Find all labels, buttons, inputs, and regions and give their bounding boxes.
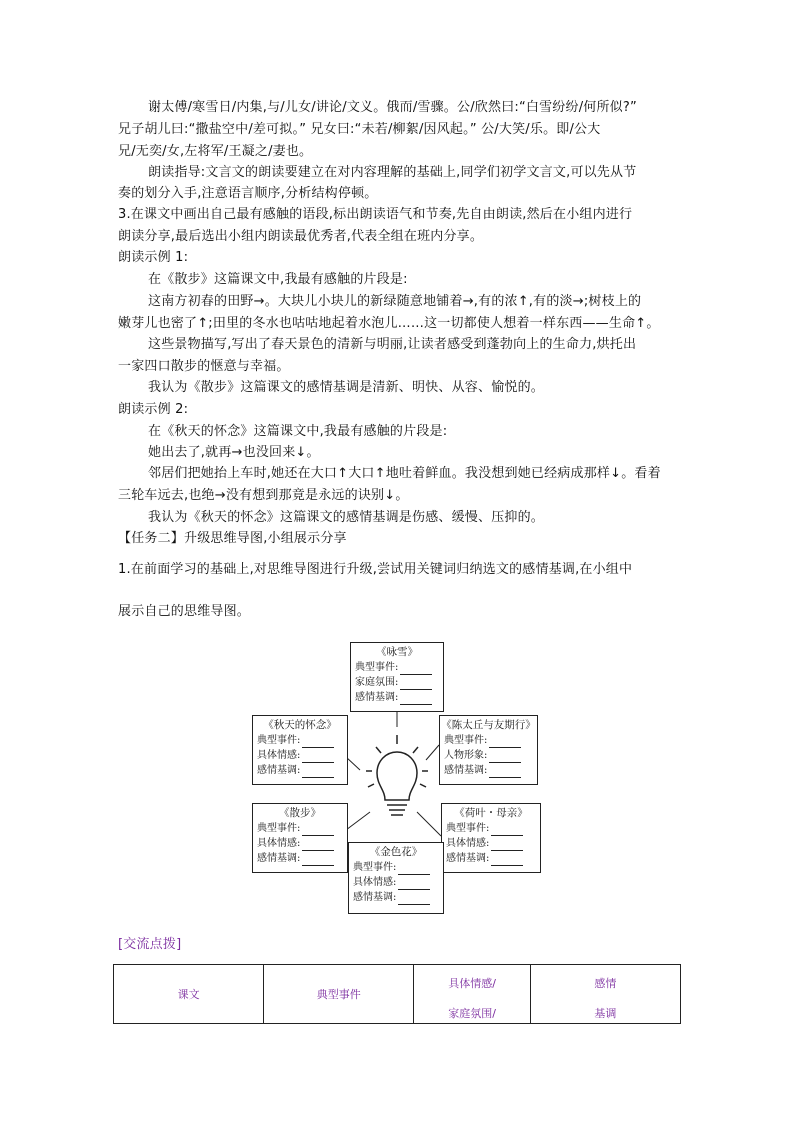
mindmap-field: 典型事件: [442,821,540,836]
mindmap-field: 典型事件: [440,733,537,748]
mindmap-field: 典型事件: [253,821,347,836]
text-line: 兄/无奕/女,左将军/王凝之/妻也。 [118,144,313,159]
table-header-text: 具体情感/ [448,977,496,990]
mindmap-box-title: 《散步》 [279,807,321,819]
mindmap-box-title: 《陈太丘与友期行》 [441,719,536,731]
exchange-label: [交流点拨] [118,937,182,952]
text-line: 1.在前面学习的基础上,对思维导图进行升级,尝试用关键词归纳选文的感情基调,在小组中 [118,562,633,577]
mindmap-field: 感情基调: [351,690,443,705]
text-line: 邻居们把她抬上车时,她还在大口↑大口↑地吐着鲜血。我没想到她已经病成那样↓。看着 [148,466,661,481]
text-line: 在《秋天的怀念》这篇课文中,我最有感触的片段是: [148,424,448,439]
table-header-text: 基调 [594,1007,617,1020]
text-line: 这些景物描写,写出了春天景色的清新与明丽,让读者感受到蓬勃向上的生命力,烘托出 [148,337,637,352]
mindmap-box-title: 《秋天的怀念》 [263,719,337,731]
text-line: 展示自己的思维导图。 [118,604,251,619]
summary-table [113,964,681,1024]
mindmap-field: 家庭氛围: [351,675,443,690]
mindmap-box-title: 《咏雪》 [376,646,418,658]
text-line: 我认为《散步》这篇课文的感情基调是清新、明快、从容、愉悦的。 [148,380,545,395]
table-header-row [114,965,681,1024]
table-header-text: 感情 [594,977,617,990]
mindmap-box-sanbu [252,803,348,873]
mindmap-field: 具体情感: [253,836,347,851]
text-line: 我认为《秋天的怀念》这篇课文的感情基调是伤感、缓慢、压抑的。 [148,510,545,525]
text-line: 朗读示例 1: [118,250,189,265]
mindmap-field: 具体情感: [349,875,443,890]
mindmap-field: 人物形象: [440,748,537,763]
text-line: 朗读分享,最后选出小组内朗读最优秀者,代表全组在班内分享。 [118,229,484,244]
mindmap-field: 感情基调: [440,763,537,778]
table-header-cell: 课文 [114,965,264,1024]
mindmap-box-title: 《金色花》 [369,846,423,858]
mindmap-field: 感情基调: [253,851,347,866]
mindmap-field: 典型事件: [351,660,443,675]
mindmap-field: 具体情感: [442,836,540,851]
text-line: 这南方初春的田野→。大块儿小块儿的新绿随意地铺着→,有的浓↑,有的淡→;树枝上的 [148,294,642,309]
text-line: 朗读示例 2: [118,402,189,417]
mindmap-field: 感情基调: [349,890,443,905]
text-line: 在《散步》这篇课文中,我最有感触的片段是: [148,272,408,287]
text-line: 奏的划分入手,注意语言顺序,分析结构停顿。 [118,186,378,201]
table-header-text: 家庭氛围/ [448,1007,496,1020]
mindmap-field: 感情基调: [253,763,347,778]
text-line: 三轮车远去,也绝→没有想到那竟是永远的诀别↓。 [118,488,409,503]
mindmap-field: 感情基调: [442,851,540,866]
mindmap-box-yongxue [350,642,444,712]
text-line: 嫩芽儿也密了↑;田里的冬水也咕咕地起着水泡儿……这一切都使人想着一样东西——生命↑。 [118,316,660,331]
mindmap-box-jinsehua [348,842,444,914]
text-line: 一家四口散步的惬意与幸福。 [118,359,290,374]
mindmap-field: 典型事件: [349,860,443,875]
table-header-cell: 典型事件 [264,965,414,1024]
mindmap-box-heye [441,803,541,873]
text-line: 3.在课文中画出自己最有感触的语段,标出朗读语气和节奏,先自由朗读,然后在小组内进行 [118,207,633,222]
lightbulb-icon [366,735,428,815]
text-line: 朗读指导:文言文的朗读要建立在对内容理解的基础上,同学们初学文言文,可以先从节 [148,165,637,180]
mindmap-field: 具体情感: [253,748,347,763]
text-line: 谢太傅/寒雪日/内集,与/儿女/讲论/文义。俄而/雪骤。公/欣然曰:“白雪纷纷/何所似?” [148,100,637,115]
table-header-cell [530,965,680,1024]
text-line: 兄子胡儿曰:“撒盐空中/差可拟。” 兄女曰:“未若/柳絮/因风起。” 公/大笑/乐。即/公大 [118,122,601,137]
table-header-cell [414,965,530,1024]
mindmap-field: 典型事件: [253,733,347,748]
mindmap-box-chentaiqiu [439,715,538,785]
text-line: 她出去了,就再→也没回来↓。 [148,445,320,460]
mindmap-box-title: 《荷叶・母亲》 [454,807,528,819]
mindmap-box-qiutian [252,715,348,785]
section-heading: 【任务二】升级思维导图,小组展示分享 [118,531,347,546]
